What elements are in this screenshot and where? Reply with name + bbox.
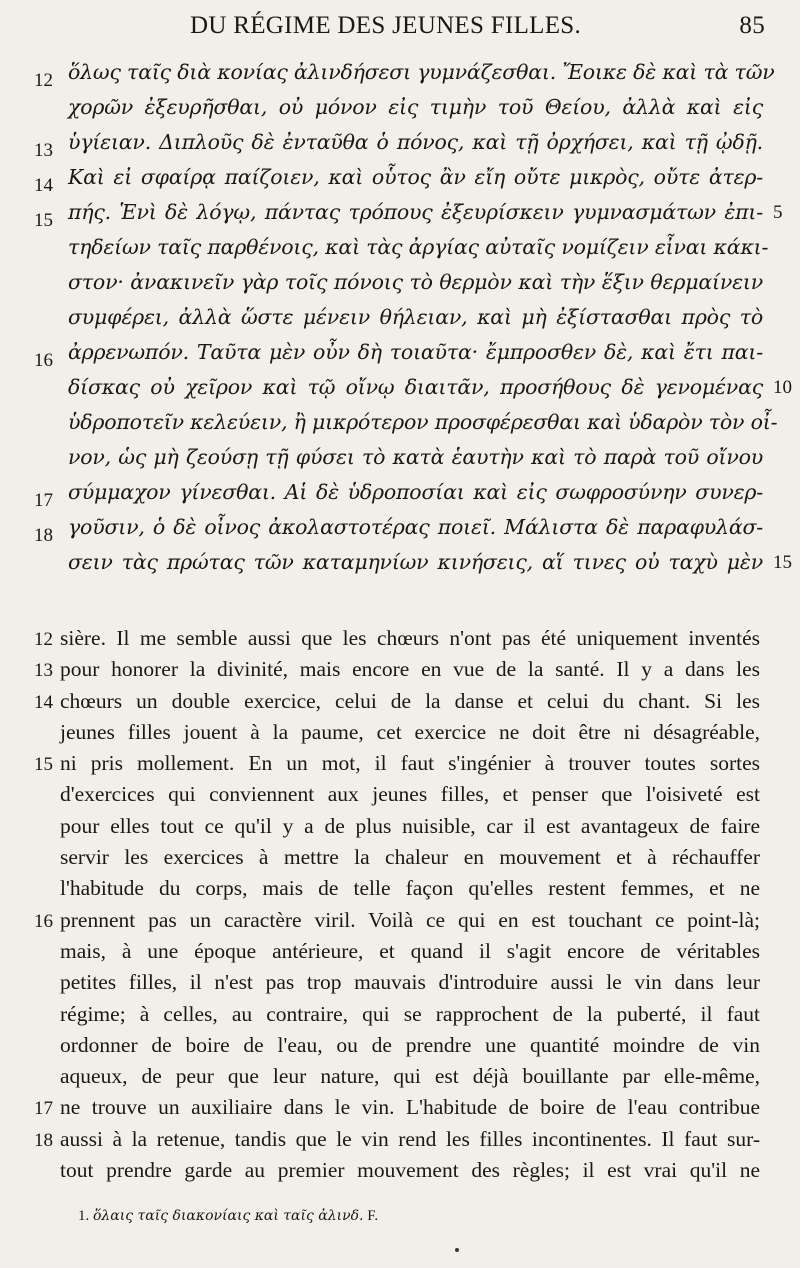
greek-line [0, 505, 800, 546]
french-line [0, 1033, 800, 1064]
french-line-text: jeunes filles jouent à la paume, cet exercice ne doit être ni désagréable, [60, 719, 760, 744]
greek-line [0, 295, 800, 330]
french-line-text: d'exercices qui conviennent aux jeunes filles, et penser que l'oisiveté est [60, 782, 760, 807]
greek-line-text: τηδείων ταῖς παρθένοις, καὶ τὰς ἀργίας αὐταῖς νομίζειν εἶναι κάκι- [68, 235, 769, 259]
french-line [0, 720, 800, 751]
french-line [0, 845, 800, 876]
line-marker: 18 [34, 1129, 53, 1151]
greek-line-text: σύμμαχον γίνεσθαι. Αἱ δὲ ὑδροποσίαι καὶ εἰς σωφροσύνην συνερ- [68, 480, 763, 504]
french-line-text: sière. Il me semble aussi que les chœurs n'ont pas été uniquement inventés [60, 626, 760, 650]
line-marker: 14 [34, 691, 53, 713]
french-line [0, 876, 800, 907]
french-line-text: prennent pas un caractère viril. Voilà ce qui en est touchant ce point-là; [60, 907, 760, 932]
greek-line-text: στον· ἀνακινεῖν γὰρ τοῖς πόνοις τὸ θερμὸν καὶ τὴν ἕξιν θερμαίνειν [68, 270, 763, 294]
greek-line-text: ὅλως ταῖς διὰ κονίας ἀλινδήσεσι γυμνάζεσθαι. Ἔοικε δὲ καὶ τὰ τῶν [68, 60, 775, 84]
line-marker: 12 [34, 629, 53, 650]
greek-line-text: νον, ὡς μὴ ζεούσῃ τῇ φύσει τὸ κατὰ ἑαυτὴν καὶ τὸ παρὰ τοῦ οἴνου [68, 445, 763, 469]
french-line-text: servir les exercices à mettre la chaleur en mouvement et à réchauffer [60, 845, 760, 870]
french-line-text: ordonner de boire de l'eau, ou de prendre une quantité moindre de vin [60, 1032, 760, 1057]
french-line-text: mais, à une époque antérieure, et quand il s'agit encore de véritables [60, 938, 760, 963]
french-line-text: aqueux, de peur que leur nature, qui est déjà bouillante par elle-même, [60, 1064, 760, 1089]
greek-line [0, 435, 800, 470]
running-title: DU RÉGIME DES JEUNES FILLES. [190, 12, 582, 39]
greek-line [0, 330, 800, 371]
french-line-text: l'habitude du corps, mais de telle façon qu'elles restent femmes, et ne [60, 876, 760, 901]
line-marker: 16 [34, 350, 53, 371]
greek-line-text: δίσκας οὐ χεῖρον καὶ τῷ οἴνῳ διαιτᾶν, προσήθους δὲ γενομένας [68, 375, 763, 399]
greek-text-block [0, 50, 800, 575]
greek-line-text: γοῦσιν, ὁ δὲ οἶνος ἀκολαστοτέρας ποιεῖ. Μάλιστα δὲ παραφυλάσ- [68, 515, 763, 539]
line-marker: 13 [34, 140, 53, 161]
line-marker: 14 [34, 175, 53, 196]
french-line-text: tout prendre garde au premier mouvement des règles; il est vrai qu'il ne [60, 1158, 760, 1183]
greek-line [0, 155, 800, 196]
greek-line [0, 400, 800, 435]
french-line [0, 1158, 800, 1189]
greek-line-text: Καὶ εἰ σφαίρᾳ παίζοιεν, καὶ οὗτος ἂν εἴη οὔτε μικρὸς, οὔτε ἀτερ- [68, 165, 763, 189]
greek-line [0, 190, 800, 231]
running-header [190, 12, 765, 52]
french-line-text: régime; à celles, au contraire, qui se rapprochent de la puberté, il faut [60, 1001, 760, 1026]
greek-line [0, 540, 800, 575]
line-marker: 13 [34, 660, 53, 682]
french-line [0, 1002, 800, 1033]
french-translation-block [0, 626, 800, 1189]
margin-line-number: 10 [773, 377, 792, 398]
greek-line-text: ὑγίειαν. Διπλοῦς δὲ ἐνταῦθα ὁ πόνος, καὶ τῇ ὀρχήσει, καὶ τῇ ᾠδῇ. [68, 130, 763, 154]
greek-line-text: πής. Ἑνὶ δὲ λόγῳ, πάντας τρόπους ἐξευρίσκειν γυμνασμάτων ἐπι- [68, 200, 763, 224]
line-marker: 17 [34, 490, 53, 511]
line-marker: 15 [34, 210, 53, 231]
greek-line [0, 85, 800, 120]
french-line [0, 1064, 800, 1095]
footnote [78, 1208, 378, 1225]
margin-line-number: 5 [773, 202, 783, 223]
greek-line-text: συμφέρει, ἀλλὰ ὥστε μένειν θήλειαν, καὶ μὴ ἐξίστασθαι πρὸς τὸ [68, 305, 763, 329]
french-line-text: pour honorer la divinité, mais encore en vue de la santé. Il y a dans les [60, 657, 760, 682]
margin-line-number: 15 [773, 552, 792, 573]
french-line-text: pour elles tout ce qu'il y a de plus nuisible, car il est avantageux de faire [60, 813, 760, 838]
footnote-greek-text: ὅλαις ταῖς διακονίαις καὶ ταῖς ἀλινδ. [93, 1208, 364, 1224]
greek-line [0, 470, 800, 511]
french-line [0, 939, 800, 970]
french-line [0, 782, 800, 813]
footnote-source: F. [367, 1208, 379, 1224]
french-line-text: ni pris mollement. En un mot, il faut s'ingénier à trouver toutes sortes [60, 751, 760, 776]
greek-line-text: σειν τὰς πρώτας τῶν καταμηνίων κινήσεις, αἵ τινες οὐ ταχὺ μὲν [68, 550, 763, 574]
greek-line [0, 120, 800, 161]
line-marker: 15 [34, 754, 53, 776]
french-line [0, 751, 800, 782]
french-line [0, 1127, 800, 1158]
greek-line [0, 365, 800, 400]
page-number: 85 [739, 12, 765, 39]
greek-line-text: ἀρρενωπόν. Ταῦτα μὲν οὖν δὴ τοιαῦτα· ἔμπροσθεν δὲ, καὶ ἔτι παι- [68, 340, 763, 364]
french-line-text: aussi à la retenue, tandis que le vin rend les filles incontinentes. Il faut sur- [60, 1126, 760, 1151]
greek-line [0, 260, 800, 295]
footnote-marker: 1. [78, 1208, 90, 1224]
line-marker: 17 [34, 1098, 53, 1120]
greek-line [0, 50, 800, 91]
french-line [0, 657, 800, 688]
page-speck [455, 1248, 459, 1252]
french-line-text: chœurs un double exercice, celui de la danse et celui du chant. Si les [60, 688, 760, 713]
greek-line-text: ὑδροποτεῖν κελεύειν, ἢ μικρότερον προσφέρεσθαι καὶ ὑδαρὸν τὸν οἶ- [68, 410, 778, 434]
french-line-text: petites filles, il n'est pas trop mauvais d'introduire aussi le vin dans leur [60, 970, 760, 995]
french-line [0, 1095, 800, 1126]
line-marker: 16 [34, 910, 53, 932]
french-line-text: ne trouve un auxiliaire dans le vin. L'habitude de boire de l'eau contribue [60, 1095, 760, 1120]
greek-line-text: χορῶν ἐξευρῆσθαι, οὐ μόνον εἰς τιμὴν τοῦ Θείου, ἀλλὰ καὶ εἰς [68, 95, 763, 119]
french-line [0, 626, 800, 657]
line-marker: 18 [34, 525, 53, 546]
french-line [0, 814, 800, 845]
french-line [0, 908, 800, 939]
greek-line [0, 225, 800, 260]
french-line [0, 970, 800, 1001]
line-marker: 12 [34, 70, 53, 91]
french-line [0, 689, 800, 720]
